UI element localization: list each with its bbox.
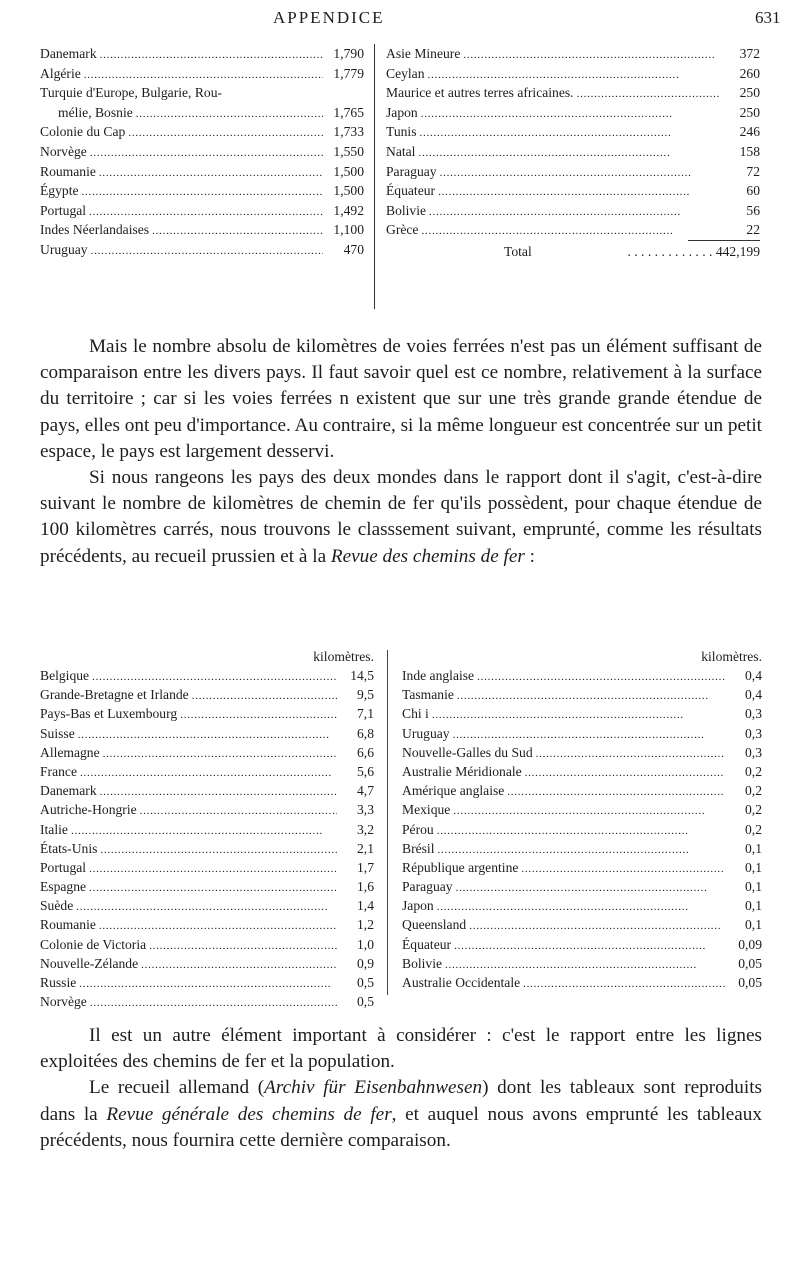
leader-dots: [100, 839, 337, 860]
leader-dots: [149, 935, 337, 956]
journal-title: Revue des chemins de fer: [330, 545, 525, 567]
row-label: Inde anglaise: [402, 668, 475, 683]
table-row: [40, 181, 364, 201]
table-row: [386, 142, 760, 162]
row-value: 0,5: [357, 975, 374, 990]
table-row: [402, 973, 762, 992]
table-row: [40, 240, 364, 260]
row-label: Asie Mineure: [386, 46, 461, 61]
leader-dots: [453, 724, 725, 745]
table-row: [402, 935, 762, 954]
table-row: [40, 762, 374, 781]
paragraph-4: [40, 1075, 762, 1154]
leader-dots: [457, 685, 725, 706]
row-value: 158: [739, 143, 760, 159]
km-totals-left-column: [40, 44, 364, 260]
row-value: 1,2: [357, 917, 374, 933]
table-row: [40, 103, 364, 123]
table-row: [402, 724, 762, 743]
row-label: Japon: [402, 898, 434, 914]
row-value: 4,7: [357, 783, 374, 799]
row-label: Nouvelle-Galles du Sud: [402, 744, 533, 760]
paragraph-2-text: Si nous rangeons les pays des deux mondes dans le rapport dont il s'agit, c'est-à-dire suivant le nombre de kilomètres de chemin de fer qu'ils possèdent, pour chaque étendue de 100 kilomètres carrés, nous trouvons le classsement suivant, emprunté, comme les résultats précédents, au recueil prussien et à la: [40, 467, 762, 567]
unit-header-left: kilomètres.: [313, 649, 374, 664]
sum-rule: [688, 240, 760, 241]
row-value: 0,5: [357, 994, 374, 1010]
row-label: Paraguay: [386, 163, 437, 179]
paragraph-4-text-b: ) dont les tableaux sont reproduits dans la: [40, 1077, 762, 1125]
row-label: Danemark: [40, 46, 97, 61]
table-row: [40, 954, 374, 973]
total-block: [386, 240, 760, 262]
table-row: [402, 839, 762, 858]
density-right-column: [402, 648, 762, 992]
leader-dots: [128, 122, 323, 144]
row-label: Égypte: [40, 183, 79, 199]
leader-dots: [440, 162, 719, 184]
row-label: Roumanie: [40, 917, 96, 933]
leader-dots: [99, 162, 323, 184]
row-label: Turquie d'Europe, Bulgarie, Rou-: [40, 85, 223, 101]
table-row: [40, 666, 374, 685]
table-row: [40, 896, 374, 915]
leader-dots: [428, 64, 719, 86]
row-value: 6,6: [357, 744, 374, 760]
row-label: États-Unis: [40, 840, 98, 856]
row-label: Japon: [386, 104, 418, 120]
table-row: [40, 44, 364, 64]
row-label: Colonie du Cap: [40, 124, 126, 140]
row-label: Belgique: [40, 668, 90, 683]
row-value: 0,1: [745, 917, 762, 933]
row-value: 470: [343, 241, 364, 257]
table-row: [402, 877, 762, 896]
leader-dots: [82, 181, 323, 203]
leader-dots: [92, 666, 337, 687]
leader-dots: [429, 201, 719, 223]
table-row: [40, 83, 364, 103]
leader-dots: [507, 781, 725, 802]
row-label: Équateur: [386, 183, 436, 199]
leader-dots: [180, 704, 337, 725]
leader-dots: [103, 743, 337, 764]
leader-dots: [525, 762, 725, 783]
leader-dots: [140, 800, 337, 821]
row-value: 1,779: [333, 65, 364, 81]
leader-dots: [523, 973, 725, 994]
leader-dots: [90, 142, 323, 164]
row-value: 0,05: [738, 975, 762, 990]
paragraph-2-end: :: [524, 545, 535, 567]
page-header: [0, 8, 801, 32]
row-value: 1,790: [333, 46, 364, 61]
row-value: 0,1: [745, 898, 762, 914]
row-value: 0,1: [745, 840, 762, 856]
column-divider: [387, 650, 388, 995]
table-row: [40, 820, 374, 839]
row-value: 1,500: [333, 163, 364, 179]
row-value: 60: [746, 183, 760, 199]
row-label: Bolivie: [386, 202, 427, 218]
table-row: [386, 103, 760, 123]
leader-dots: [469, 915, 725, 936]
table-row: [40, 839, 374, 858]
row-value: 9,5: [357, 687, 374, 703]
row-label: Amérique anglaise: [402, 783, 505, 799]
leader-dots: [136, 103, 323, 125]
leader-dots: [421, 220, 719, 242]
row-label: Indes Néerlandaises: [40, 222, 150, 238]
row-label: Uruguay: [40, 241, 88, 257]
table-row: [40, 724, 374, 743]
row-value: 0,09: [738, 936, 762, 952]
table-row: [386, 181, 760, 201]
row-label: Colonie de Victoria: [40, 936, 147, 952]
row-label: Suède: [40, 898, 74, 914]
leader-dots: [90, 992, 337, 1013]
table-row: [386, 122, 760, 142]
row-value: 56: [746, 202, 760, 218]
leader-dots: [100, 44, 323, 66]
row-label: Ceylan: [386, 65, 425, 81]
unit-header-right: kilomètres.: [701, 649, 762, 664]
row-value: 7,1: [357, 706, 374, 722]
table-row: [40, 162, 364, 182]
table-row: [40, 122, 364, 142]
row-label: Roumanie: [40, 163, 96, 179]
table-row: [402, 820, 762, 839]
row-value: 1,4: [357, 898, 374, 914]
row-value: 6,8: [357, 725, 374, 741]
table-row: [40, 877, 374, 896]
row-label: Tasmanie: [402, 687, 454, 703]
row-value: 0,1: [745, 859, 762, 875]
leader-dots: [437, 839, 725, 860]
table-row: [40, 220, 364, 240]
total-value: 442,199: [715, 243, 760, 259]
row-label: Portugal: [40, 202, 87, 218]
row-label: Bolivie: [402, 955, 443, 971]
table-row: [40, 858, 374, 877]
paragraph-1: Mais le nombre absolu de kilomètres de voies ferrées n'est pas un élément suffisant de comparaison entre les divers pays. Il faut savoir quel est ce nombre, relativement à la surface du territoire ; car si les voies ferrées n existent que sur une très grande grande étendue de pays, elles ont peu d'importance. Au contraire, si la même longueur est concentrée sur un petit espace, le pays est largement desservi.: [40, 336, 762, 462]
leader-dots: [454, 935, 725, 956]
row-value: 3,2: [357, 821, 374, 837]
row-label: Pays-Bas et Luxembourg: [40, 706, 178, 722]
leader-dots: [420, 122, 720, 144]
leader-dots: [100, 781, 337, 802]
leader-dots: [76, 896, 337, 917]
row-value: 0,2: [745, 783, 762, 799]
paragraph-block-2: [40, 1023, 762, 1154]
row-label: Mexique: [402, 802, 451, 818]
table-row: [386, 44, 760, 64]
row-label: Suisse: [40, 725, 75, 741]
column-divider: [374, 44, 375, 309]
row-value: 1,550: [333, 143, 364, 159]
row-label: Grèce: [386, 222, 419, 238]
row-label: Algérie: [40, 65, 81, 81]
table-row: [40, 992, 374, 1011]
leader-dots: [477, 666, 725, 687]
row-label: Natal: [386, 143, 416, 159]
leader-dots: [192, 685, 337, 706]
leader-dots: [91, 240, 323, 262]
running-title: APPENDICE: [273, 8, 385, 27]
row-label: Nouvelle-Zélande: [40, 955, 139, 971]
leader-dots: [421, 103, 719, 125]
row-value: 1,6: [357, 879, 374, 895]
row-label: Australie Méridionale: [402, 763, 522, 779]
leader-dots: [89, 201, 323, 223]
row-value: 250: [739, 104, 760, 120]
row-value: 246: [739, 124, 760, 140]
table-row: [402, 896, 762, 915]
row-label: Grande-Bretagne et Irlande: [40, 687, 189, 703]
table-row: [40, 743, 374, 762]
table-row: [40, 64, 364, 84]
row-value: 0,4: [745, 668, 762, 683]
row-value: 1,0: [357, 936, 374, 952]
table-row: [40, 201, 364, 221]
table-row: [386, 220, 760, 240]
row-label: Paraguay: [402, 879, 453, 895]
table-row: [402, 915, 762, 934]
row-value: 1,7: [357, 859, 374, 875]
paragraph-block-1: [40, 334, 762, 570]
row-label: Chi i: [402, 706, 429, 722]
row-value: 250: [739, 85, 760, 101]
row-value: 0,3: [745, 725, 762, 741]
row-value: 0,9: [357, 955, 374, 971]
leader-dots: [80, 762, 337, 783]
paragraph-2: [40, 465, 762, 570]
leader-dots: [521, 858, 725, 879]
leader-dots: [78, 724, 337, 745]
row-label: Allemagne: [40, 744, 100, 760]
row-label: Australie Occidentale: [402, 975, 521, 990]
leader-dots: [89, 858, 337, 879]
revue-title: Revue générale des chemins de fer: [106, 1103, 392, 1125]
row-value: 372: [739, 46, 760, 61]
leader-dots: [432, 704, 725, 725]
table-row: [40, 973, 374, 992]
row-value: 1,500: [333, 183, 364, 199]
row-label: Norvège: [40, 994, 87, 1010]
leader-dots: [438, 181, 719, 203]
row-value: 0,3: [745, 706, 762, 722]
row-value: 1,100: [333, 222, 364, 238]
row-value: 1,765: [333, 104, 364, 120]
leader-dots: [418, 142, 719, 164]
leader-dots: [437, 896, 725, 917]
row-label: Italie: [40, 821, 68, 837]
leader-dots: [141, 954, 337, 975]
row-label: Russie: [40, 975, 77, 990]
row-value: 2,1: [357, 840, 374, 856]
row-label: Queensland: [402, 917, 467, 933]
table-row: [40, 704, 374, 723]
paragraph-3: Il est un autre élément important à considérer : c'est le rapport entre les lignes exploitées des chemins de fer et la population.: [40, 1025, 762, 1073]
table-row: [402, 666, 762, 685]
leader-dots: [84, 64, 323, 86]
row-value: 260: [739, 65, 760, 81]
row-label: Brésil: [402, 840, 435, 856]
row-value: 0,2: [745, 763, 762, 779]
table-row: [402, 704, 762, 723]
leader-dots: [152, 220, 323, 242]
row-value: 0,05: [738, 955, 762, 971]
leader-dots: [79, 973, 337, 994]
paragraph-4-text-a: Le recueil allemand (: [89, 1077, 265, 1099]
table-row: [402, 743, 762, 762]
table-row: [402, 685, 762, 704]
row-value: 0,4: [745, 687, 762, 703]
table-row: [386, 201, 760, 221]
row-label: Portugal: [40, 859, 87, 875]
page-number: 631: [755, 8, 781, 27]
table-row: [40, 685, 374, 704]
row-value: 0,3: [745, 744, 762, 760]
table-row: [40, 800, 374, 819]
leader-dots: [463, 44, 719, 66]
table-row: [402, 781, 762, 800]
total-row: [386, 240, 760, 262]
paragraph-4-text-c: , et auquel nous avons emprunté les tableaux précédents, nous fournira cette dernière comparaison.: [40, 1103, 762, 1151]
row-value: 3,3: [357, 802, 374, 818]
row-value: 22: [746, 222, 760, 238]
leader-dots: [456, 877, 725, 898]
density-left-column: [40, 648, 374, 1011]
table-row: [402, 762, 762, 781]
table-row: [402, 954, 762, 973]
leader-dots: [445, 954, 725, 975]
leader-dots: [89, 877, 337, 898]
table-row: [386, 64, 760, 84]
row-label: Espagne: [40, 879, 87, 895]
archive-title: Archiv für Eisenbahnwesen: [264, 1077, 483, 1099]
table-row: [40, 781, 374, 800]
km-totals-right-column: [386, 44, 760, 262]
row-label: République argentine: [402, 859, 519, 875]
table-row: [40, 142, 364, 162]
row-label: Norvège: [40, 143, 87, 159]
row-label: Autriche-Hongrie: [40, 802, 137, 818]
row-value: 0,1: [745, 879, 762, 895]
row-label: Pérou: [402, 821, 434, 837]
row-value: 72: [746, 163, 760, 179]
total-label: Total: [504, 243, 532, 259]
row-label: France: [40, 763, 77, 779]
table-row: [40, 935, 374, 954]
leader-dots: [71, 820, 337, 841]
row-label: Uruguay: [402, 725, 450, 741]
row-value: 14,5: [350, 668, 374, 683]
row-label: Danemark: [40, 783, 97, 799]
row-label: Maurice et autres terres africaines.: [386, 85, 574, 101]
table-row: [402, 858, 762, 877]
leader-dots: [536, 743, 725, 764]
leader-dots: [577, 83, 719, 105]
row-value: 5,6: [357, 763, 374, 779]
row-label: mélie, Bosnie: [58, 104, 133, 120]
km-totals-table: [40, 44, 760, 314]
row-value: 0,2: [745, 802, 762, 818]
row-label: Équateur: [402, 936, 452, 952]
leader-dots: [453, 800, 725, 821]
leader-dots: . . . . . . . . . . . . .: [627, 243, 716, 259]
table-row: [402, 800, 762, 819]
table-row: [386, 83, 760, 103]
leader-dots: [437, 820, 725, 841]
density-table: [40, 648, 762, 1010]
row-value: 1,492: [333, 202, 364, 218]
row-value: 1,733: [333, 124, 364, 140]
row-value: 0,2: [745, 821, 762, 837]
table-row: [386, 162, 760, 182]
leader-dots: [99, 915, 337, 936]
table-row: [40, 915, 374, 934]
row-label: Tunis: [386, 124, 417, 140]
